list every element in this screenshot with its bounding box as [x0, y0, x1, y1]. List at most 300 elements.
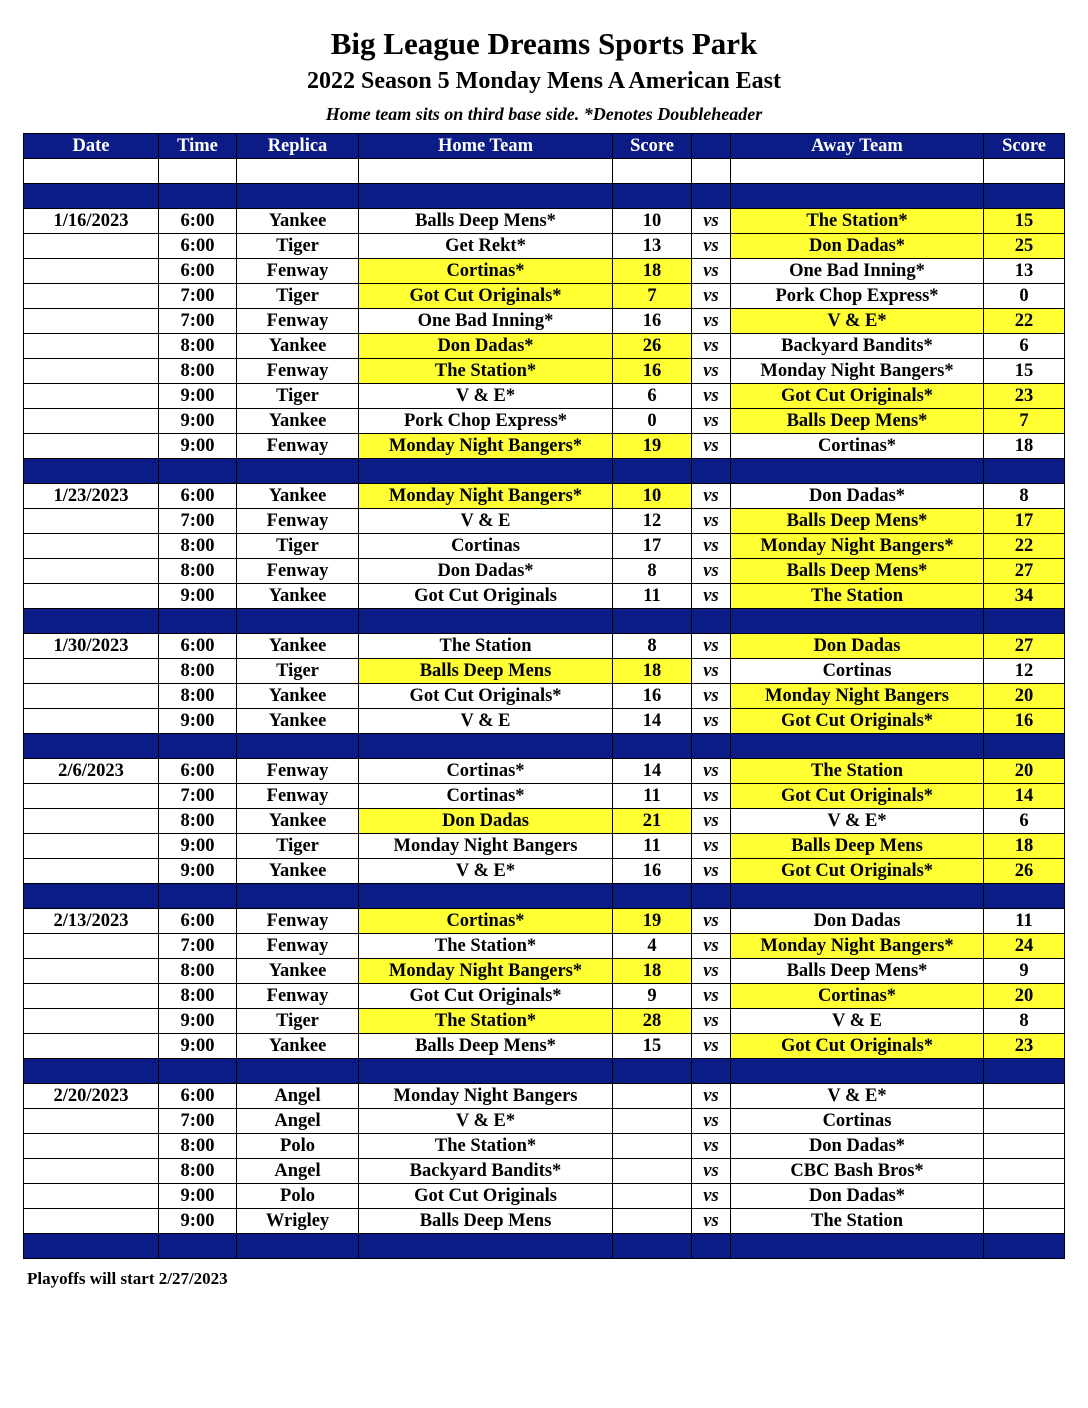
home-team: Monday Night Bangers*	[359, 959, 613, 984]
game-field: Fenway	[237, 509, 359, 534]
blank-cell	[159, 159, 237, 184]
game-row	[24, 1034, 1065, 1059]
game-row	[24, 659, 1065, 684]
game-time: 9:00	[159, 434, 237, 459]
away-team: Don Dadas	[731, 634, 984, 659]
game-date	[24, 709, 159, 734]
game-date	[24, 534, 159, 559]
home-team: Pork Chop Express*	[359, 409, 613, 434]
home-score: 28	[613, 1009, 692, 1034]
vs-label: vs	[692, 309, 731, 334]
game-date	[24, 1159, 159, 1184]
separator-cell	[159, 184, 237, 209]
game-date	[24, 984, 159, 1009]
game-date	[24, 584, 159, 609]
vs-label: vs	[692, 759, 731, 784]
away-team: V & E	[731, 1009, 984, 1034]
separator-cell	[359, 1234, 613, 1259]
home-team: Monday Night Bangers*	[359, 484, 613, 509]
separator-cell	[359, 459, 613, 484]
game-field: Polo	[237, 1184, 359, 1209]
away-score: 24	[984, 934, 1065, 959]
away-team: Balls Deep Mens*	[731, 959, 984, 984]
home-score: 13	[613, 234, 692, 259]
separator-cell	[359, 184, 613, 209]
game-date	[24, 784, 159, 809]
vs-label: vs	[692, 1184, 731, 1209]
game-date	[24, 1009, 159, 1034]
home-team: Balls Deep Mens	[359, 1209, 613, 1234]
col-header-date: Date	[24, 134, 159, 159]
vs-label: vs	[692, 1084, 731, 1109]
home-team: V & E*	[359, 384, 613, 409]
game-field: Yankee	[237, 584, 359, 609]
game-field: Yankee	[237, 1034, 359, 1059]
away-team: CBC Bash Bros*	[731, 1159, 984, 1184]
game-field: Angel	[237, 1159, 359, 1184]
separator-cell	[359, 734, 613, 759]
away-team: Got Cut Originals*	[731, 859, 984, 884]
away-score: 16	[984, 709, 1065, 734]
away-team: Cortinas	[731, 1109, 984, 1134]
game-date	[24, 959, 159, 984]
game-time: 9:00	[159, 1209, 237, 1234]
game-row	[24, 934, 1065, 959]
vs-label: vs	[692, 234, 731, 259]
vs-label: vs	[692, 1134, 731, 1159]
vs-label: vs	[692, 284, 731, 309]
separator-cell	[692, 459, 731, 484]
vs-label: vs	[692, 859, 731, 884]
separator-cell	[159, 884, 237, 909]
game-time: 8:00	[159, 659, 237, 684]
home-score	[613, 1184, 692, 1209]
vs-label: vs	[692, 1009, 731, 1034]
separator-cell	[237, 609, 359, 634]
vs-label: vs	[692, 584, 731, 609]
game-time: 9:00	[159, 409, 237, 434]
game-time: 6:00	[159, 484, 237, 509]
away-team: Cortinas*	[731, 434, 984, 459]
game-row	[24, 709, 1065, 734]
home-team: Monday Night Bangers	[359, 1084, 613, 1109]
separator-cell	[692, 184, 731, 209]
game-row	[24, 234, 1065, 259]
home-team: Got Cut Originals	[359, 1184, 613, 1209]
game-field: Fenway	[237, 359, 359, 384]
game-field: Yankee	[237, 684, 359, 709]
game-row	[24, 859, 1065, 884]
home-team: The Station*	[359, 934, 613, 959]
separator-cell	[731, 734, 984, 759]
vs-label: vs	[692, 1109, 731, 1134]
game-field: Fenway	[237, 909, 359, 934]
home-score: 4	[613, 934, 692, 959]
home-team: Got Cut Originals	[359, 584, 613, 609]
separator-cell	[159, 459, 237, 484]
home-team: V & E*	[359, 859, 613, 884]
away-team: Monday Night Bangers*	[731, 534, 984, 559]
separator-cell	[984, 884, 1065, 909]
away-score: 15	[984, 359, 1065, 384]
away-score: 18	[984, 434, 1065, 459]
home-score: 11	[613, 834, 692, 859]
game-field: Fenway	[237, 309, 359, 334]
home-score: 14	[613, 709, 692, 734]
away-team: The Station	[731, 584, 984, 609]
separator-cell	[613, 184, 692, 209]
separator-cell	[692, 734, 731, 759]
vs-label: vs	[692, 709, 731, 734]
header-row	[24, 134, 1065, 159]
home-team: Balls Deep Mens*	[359, 209, 613, 234]
game-row	[24, 284, 1065, 309]
game-date: 2/6/2023	[24, 759, 159, 784]
away-score: 6	[984, 334, 1065, 359]
vs-label: vs	[692, 984, 731, 1009]
away-score: 22	[984, 534, 1065, 559]
game-field: Wrigley	[237, 1209, 359, 1234]
col-header-away-team: Away Team	[731, 134, 984, 159]
away-score: 22	[984, 309, 1065, 334]
home-score: 16	[613, 859, 692, 884]
game-row	[24, 1209, 1065, 1234]
away-score: 11	[984, 909, 1065, 934]
away-score: 26	[984, 859, 1065, 884]
away-team: Backyard Bandits*	[731, 334, 984, 359]
separator-cell	[984, 734, 1065, 759]
game-row	[24, 384, 1065, 409]
away-score: 23	[984, 384, 1065, 409]
game-time: 9:00	[159, 384, 237, 409]
home-team: Don Dadas	[359, 809, 613, 834]
vs-label: vs	[692, 909, 731, 934]
vs-label: vs	[692, 834, 731, 859]
game-field: Tiger	[237, 384, 359, 409]
home-score: 6	[613, 384, 692, 409]
home-score: 16	[613, 684, 692, 709]
game-date: 2/20/2023	[24, 1084, 159, 1109]
game-time: 8:00	[159, 334, 237, 359]
separator-cell	[613, 459, 692, 484]
away-team: Balls Deep Mens*	[731, 409, 984, 434]
game-time: 6:00	[159, 909, 237, 934]
game-time: 8:00	[159, 1159, 237, 1184]
game-time: 7:00	[159, 1109, 237, 1134]
home-score: 19	[613, 434, 692, 459]
game-row	[24, 809, 1065, 834]
game-field: Tiger	[237, 534, 359, 559]
game-time: 7:00	[159, 309, 237, 334]
game-row	[24, 434, 1065, 459]
col-header-replica: Replica	[237, 134, 359, 159]
vs-label: vs	[692, 259, 731, 284]
away-score: 8	[984, 1009, 1065, 1034]
home-score: 10	[613, 209, 692, 234]
away-score	[984, 1109, 1065, 1134]
home-score: 21	[613, 809, 692, 834]
home-score: 18	[613, 659, 692, 684]
game-row	[24, 1159, 1065, 1184]
separator-cell	[731, 1234, 984, 1259]
game-field: Fenway	[237, 434, 359, 459]
home-team: Backyard Bandits*	[359, 1159, 613, 1184]
home-score: 18	[613, 959, 692, 984]
vs-label: vs	[692, 509, 731, 534]
away-team: Monday Night Bangers*	[731, 934, 984, 959]
away-score: 17	[984, 509, 1065, 534]
away-team: One Bad Inning*	[731, 259, 984, 284]
away-score: 25	[984, 234, 1065, 259]
blank-row	[24, 159, 1065, 184]
vs-label: vs	[692, 434, 731, 459]
game-row	[24, 559, 1065, 584]
game-field: Tiger	[237, 234, 359, 259]
home-team: Monday Night Bangers	[359, 834, 613, 859]
separator-cell	[24, 184, 159, 209]
home-team: Balls Deep Mens	[359, 659, 613, 684]
vs-label: vs	[692, 784, 731, 809]
separator-cell	[24, 1234, 159, 1259]
game-row	[24, 309, 1065, 334]
away-team: Don Dadas*	[731, 1184, 984, 1209]
home-score: 7	[613, 284, 692, 309]
home-score: 8	[613, 634, 692, 659]
game-row	[24, 959, 1065, 984]
home-team: One Bad Inning*	[359, 309, 613, 334]
game-date: 1/16/2023	[24, 209, 159, 234]
away-score: 34	[984, 584, 1065, 609]
game-row	[24, 1184, 1065, 1209]
home-score: 0	[613, 409, 692, 434]
away-team: Pork Chop Express*	[731, 284, 984, 309]
separator-cell	[984, 459, 1065, 484]
game-row	[24, 984, 1065, 1009]
separator-cell	[359, 609, 613, 634]
away-score	[984, 1084, 1065, 1109]
game-row	[24, 1134, 1065, 1159]
game-field: Yankee	[237, 209, 359, 234]
vs-label: vs	[692, 959, 731, 984]
vs-label: vs	[692, 634, 731, 659]
game-date	[24, 859, 159, 884]
game-date	[24, 334, 159, 359]
separator-cell	[613, 609, 692, 634]
separator-cell	[159, 734, 237, 759]
game-time: 8:00	[159, 959, 237, 984]
away-score: 14	[984, 784, 1065, 809]
away-team: Don Dadas*	[731, 484, 984, 509]
blank-cell	[692, 159, 731, 184]
game-row	[24, 409, 1065, 434]
game-field: Fenway	[237, 984, 359, 1009]
away-team: Don Dadas*	[731, 1134, 984, 1159]
away-score: 8	[984, 484, 1065, 509]
separator-cell	[24, 884, 159, 909]
home-score: 15	[613, 1034, 692, 1059]
game-row	[24, 634, 1065, 659]
week-separator	[24, 884, 1065, 909]
game-row	[24, 359, 1065, 384]
schedule-table	[23, 133, 1065, 1259]
game-row	[24, 1009, 1065, 1034]
home-score: 18	[613, 259, 692, 284]
separator-cell	[984, 1059, 1065, 1084]
game-time: 9:00	[159, 1009, 237, 1034]
game-time: 6:00	[159, 1084, 237, 1109]
game-field: Fenway	[237, 559, 359, 584]
separator-cell	[159, 1234, 237, 1259]
game-field: Tiger	[237, 834, 359, 859]
separator-cell	[731, 1059, 984, 1084]
game-time: 7:00	[159, 284, 237, 309]
game-row	[24, 334, 1065, 359]
game-row	[24, 834, 1065, 859]
away-score: 7	[984, 409, 1065, 434]
game-date	[24, 359, 159, 384]
away-team: Balls Deep Mens	[731, 834, 984, 859]
vs-label: vs	[692, 1159, 731, 1184]
page-title: Big League Dreams Sports Park	[330, 26, 758, 61]
vs-label: vs	[692, 809, 731, 834]
away-team: V & E*	[731, 1084, 984, 1109]
home-team: The Station	[359, 634, 613, 659]
home-team: Got Cut Originals*	[359, 984, 613, 1009]
separator-cell	[24, 459, 159, 484]
separator-cell	[731, 609, 984, 634]
away-team: V & E*	[731, 809, 984, 834]
playoffs-note: Playoffs will start 2/27/2023	[27, 1269, 228, 1288]
col-header-home-score: Score	[613, 134, 692, 159]
separator-cell	[731, 184, 984, 209]
home-score: 11	[613, 784, 692, 809]
separator-cell	[24, 734, 159, 759]
home-team: Cortinas	[359, 534, 613, 559]
vs-label: vs	[692, 934, 731, 959]
away-team: Don Dadas	[731, 909, 984, 934]
away-score: 9	[984, 959, 1065, 984]
away-team: Balls Deep Mens*	[731, 509, 984, 534]
game-row	[24, 534, 1065, 559]
home-score: 19	[613, 909, 692, 934]
home-team: Cortinas*	[359, 909, 613, 934]
home-team: Cortinas*	[359, 784, 613, 809]
home-team: V & E	[359, 509, 613, 534]
col-header-home-team: Home Team	[359, 134, 613, 159]
game-date	[24, 409, 159, 434]
vs-label: vs	[692, 1034, 731, 1059]
separator-cell	[237, 884, 359, 909]
game-date	[24, 684, 159, 709]
game-time: 6:00	[159, 209, 237, 234]
game-field: Tiger	[237, 284, 359, 309]
game-field: Fenway	[237, 259, 359, 284]
game-date	[24, 284, 159, 309]
game-time: 8:00	[159, 684, 237, 709]
away-team: V & E*	[731, 309, 984, 334]
game-row	[24, 259, 1065, 284]
game-date	[24, 1209, 159, 1234]
game-date: 1/30/2023	[24, 634, 159, 659]
col-header-vs	[692, 134, 731, 159]
game-field: Fenway	[237, 784, 359, 809]
home-team: Got Cut Originals*	[359, 684, 613, 709]
home-team: The Station*	[359, 1134, 613, 1159]
separator-cell	[359, 1059, 613, 1084]
game-row	[24, 1084, 1065, 1109]
game-row	[24, 509, 1065, 534]
separator-cell	[692, 1059, 731, 1084]
game-time: 9:00	[159, 1184, 237, 1209]
home-score: 14	[613, 759, 692, 784]
home-score: 26	[613, 334, 692, 359]
home-team: Cortinas*	[359, 759, 613, 784]
game-date	[24, 934, 159, 959]
week-separator	[24, 184, 1065, 209]
game-date	[24, 1109, 159, 1134]
home-team: Don Dadas*	[359, 559, 613, 584]
separator-cell	[237, 1234, 359, 1259]
vs-label: vs	[692, 684, 731, 709]
home-score	[613, 1084, 692, 1109]
game-time: 6:00	[159, 759, 237, 784]
away-team: Got Cut Originals*	[731, 1034, 984, 1059]
game-time: 8:00	[159, 984, 237, 1009]
game-time: 9:00	[159, 709, 237, 734]
away-score: 20	[984, 759, 1065, 784]
home-score	[613, 1109, 692, 1134]
vs-label: vs	[692, 1209, 731, 1234]
vs-label: vs	[692, 209, 731, 234]
home-team: Don Dadas*	[359, 334, 613, 359]
game-date	[24, 234, 159, 259]
game-row	[24, 1109, 1065, 1134]
away-score: 18	[984, 834, 1065, 859]
game-time: 7:00	[159, 934, 237, 959]
separator-cell	[692, 609, 731, 634]
game-row	[24, 584, 1065, 609]
blank-cell	[613, 159, 692, 184]
game-row	[24, 484, 1065, 509]
away-team: Cortinas*	[731, 984, 984, 1009]
home-team: Got Cut Originals*	[359, 284, 613, 309]
game-time: 9:00	[159, 834, 237, 859]
game-date	[24, 809, 159, 834]
vs-label: vs	[692, 534, 731, 559]
week-separator	[24, 734, 1065, 759]
season-subtitle: 2022 Season 5 Monday Mens A American East	[306, 68, 782, 94]
game-date	[24, 659, 159, 684]
game-date	[24, 259, 159, 284]
home-score	[613, 1159, 692, 1184]
game-time: 8:00	[159, 359, 237, 384]
away-team: The Station	[731, 759, 984, 784]
game-row	[24, 784, 1065, 809]
separator-cell	[984, 1234, 1065, 1259]
game-date: 1/23/2023	[24, 484, 159, 509]
home-score: 9	[613, 984, 692, 1009]
home-team: Balls Deep Mens*	[359, 1034, 613, 1059]
game-time: 9:00	[159, 859, 237, 884]
game-date	[24, 1134, 159, 1159]
game-field: Yankee	[237, 959, 359, 984]
separator-cell	[692, 884, 731, 909]
away-score: 27	[984, 634, 1065, 659]
separator-cell	[613, 1059, 692, 1084]
home-team: The Station*	[359, 359, 613, 384]
away-score	[984, 1184, 1065, 1209]
home-score: 11	[613, 584, 692, 609]
